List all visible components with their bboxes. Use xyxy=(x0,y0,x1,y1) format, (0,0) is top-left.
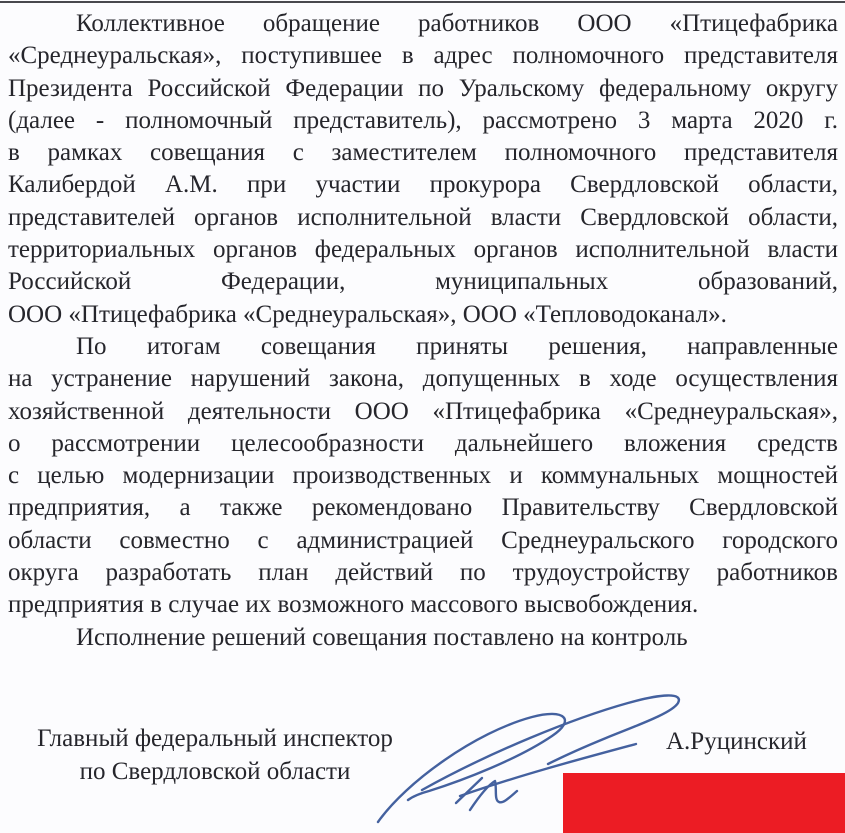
text-line: округа разработать план действий по трудоустройству работников xyxy=(8,559,838,587)
text-line: территориальных органов федеральных органов исполнительной власти xyxy=(8,236,838,264)
text-line: (далее - полномочный представитель), рассмотрено 3 марта 2020 г. xyxy=(8,106,838,134)
text-line: предприятия, а также рекомендовано Правительству Свердловской xyxy=(8,494,838,522)
text-line: предприятия в случае их возможного массового высвобождения. xyxy=(8,591,699,619)
text-line: на устранение нарушений закона, допущенных в ходе осуществления xyxy=(8,365,838,393)
text-line: По итогам совещания приняты решения, направленные xyxy=(76,332,838,360)
document-body xyxy=(8,8,838,654)
text-line: с целью модернизации производственных и коммунальных мощностей xyxy=(8,462,838,490)
text-line: хозяйственной деятельности ООО «Птицефабрика «Среднеуральская», xyxy=(8,397,838,425)
text-line: Исполнение решений совещания поставлено на контроль xyxy=(76,623,688,651)
text-line: области совместно с администрацией Среднеуральского городского xyxy=(8,526,838,554)
text-line: о рассмотрении целесообразности дальнейшего вложения средств xyxy=(8,429,838,457)
text-line: Коллективное обращение работников ООО «Птицефабрика xyxy=(76,10,838,37)
text-line: «Среднеуральская», поступившее в адрес полномочного представителя xyxy=(8,42,838,70)
text-line: ООО «Птицефабрика «Среднеуральская», ООО «Тепловодоканал». xyxy=(8,300,727,328)
scan-edge-line xyxy=(0,1,845,3)
text-line: Российской Федерации, муниципальных образований, xyxy=(8,268,838,296)
signoff-title xyxy=(30,722,400,788)
signoff-title-line1: Главный федеральный инспектор xyxy=(37,725,393,752)
text-line: Калибердой А.М. при участии прокурора Свердловской области, xyxy=(8,171,838,199)
redaction-block xyxy=(563,773,845,833)
text-line: в рамках совещания с заместителем полномочного представителя xyxy=(8,139,838,167)
signoff-name: А.Руцинский xyxy=(666,728,807,755)
text-line: представителей органов исполнительной власти Свердловской области, xyxy=(8,203,838,231)
text-line: Президента Российской Федерации по Уральскому федеральному округу xyxy=(8,74,838,102)
signoff-title-line2: по Свердловской области xyxy=(79,758,351,785)
